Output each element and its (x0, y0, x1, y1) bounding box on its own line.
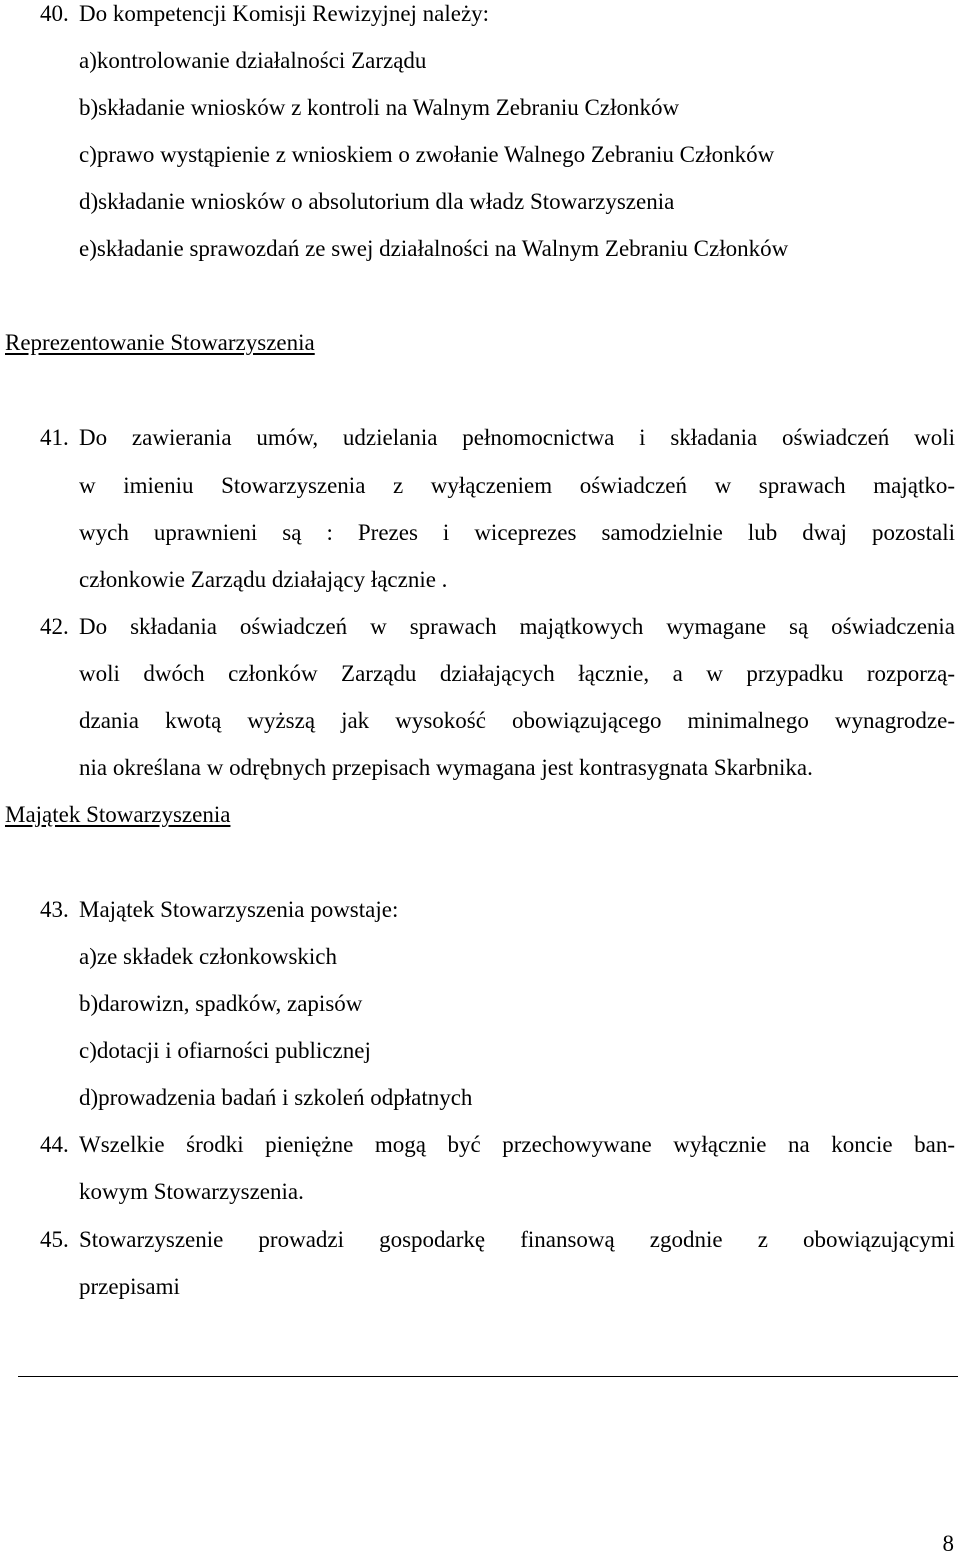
paragraph-42-line: dzania kwotą wyższą jak wysokość obowiązującego minimalnego wynagrodze- (79, 708, 955, 733)
paragraph-41-line: Do zawierania umów, udzielania pełnomocnictwa i składania oświadczeń woli (79, 425, 955, 450)
section-heading-representation: Reprezentowanie Stowarzyszenia (5, 330, 315, 355)
paragraph-number-41: 41. (40, 425, 69, 450)
paragraph-42-line: nia określana w odrębnych przepisach wymagana jest kontrasygnata Skarbnika. (79, 755, 813, 780)
paragraph-number-43: 43. (40, 897, 69, 922)
page-number: 8 (942, 1531, 954, 1556)
paragraph-41-line: wych uprawnieni są : Prezes i wiceprezes samodzielnie lub dwaj pozostali (79, 520, 955, 545)
paragraph-41-line: w imieniu Stowarzyszenia z wyłączeniem oświadczeń w sprawach majątko- (79, 473, 955, 498)
footer-divider (18, 1376, 958, 1377)
paragraph-44-line: Wszelkie środki pieniężne mogą być przechowywane wyłącznie na koncie ban- (79, 1132, 955, 1157)
list-item: d)prowadzenia badań i szkoleń odpłatnych (79, 1085, 473, 1110)
paragraph-number-44: 44. (40, 1132, 69, 1157)
paragraph-43-title: Majątek Stowarzyszenia powstaje: (79, 897, 399, 922)
list-item: d)składanie wniosków o absolutorium dla władz Stowarzyszenia (79, 189, 675, 214)
paragraph-number-42: 42. (40, 614, 69, 639)
list-item: c)prawo wystąpienie z wnioskiem o zwołanie Walnego Zebraniu Członków (79, 142, 775, 167)
section-heading-assets: Majątek Stowarzyszenia (5, 802, 231, 827)
list-item: e)składanie sprawozdań ze swej działalności na Walnym Zebraniu Członków (79, 236, 789, 261)
paragraph-number-40: 40. (40, 1, 69, 26)
paragraph-45-line: Stowarzyszenie prowadzi gospodarkę finansową zgodnie z obowiązującymi (79, 1227, 955, 1252)
paragraph-42-line: Do składania oświadczeń w sprawach majątkowych wymagane są oświadczenia (79, 614, 955, 639)
paragraph-number-45: 45. (40, 1227, 69, 1252)
paragraph-41-line: członkowie Zarządu działający łącznie . (79, 567, 448, 592)
list-item: a)kontrolowanie działalności Zarządu (79, 48, 427, 73)
list-item: b)składanie wniosków z kontroli na Walnym Zebraniu Członków (79, 95, 680, 120)
list-item: b)darowizn, spadków, zapisów (79, 991, 363, 1016)
list-item: c)dotacji i ofiarności publicznej (79, 1038, 371, 1063)
paragraph-45-line: przepisami (79, 1274, 180, 1299)
paragraph-44-line: kowym Stowarzyszenia. (79, 1179, 304, 1204)
paragraph-42-line: woli dwóch członków Zarządu działających łącznie, a w przypadku rozporzą- (79, 661, 955, 686)
list-item: a)ze składek członkowskich (79, 944, 338, 969)
paragraph-40-title: Do kompetencji Komisji Rewizyjnej należy: (79, 1, 490, 26)
